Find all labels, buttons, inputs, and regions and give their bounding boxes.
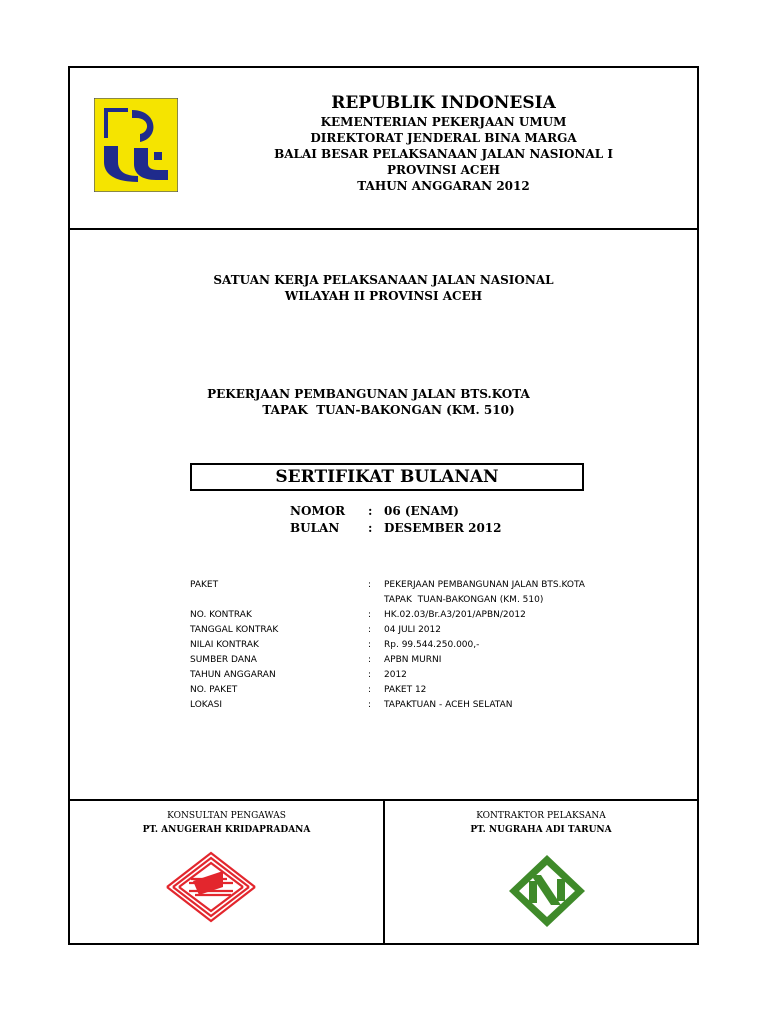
fiscal-year-line: TAHUN ANGGARAN 2012 [357,179,530,193]
certificate-title: SERTIFIKAT BULANAN [190,463,584,491]
detail-label: TAHUN ANGGARAN [190,670,276,680]
directorate-line: DIREKTORAT JENDERAL BINA MARGA [310,131,577,145]
detail-value: HK.02.03/Br.A3/201/APBN/2012 [384,610,526,620]
separator: : [368,700,372,710]
ministry-line: KEMENTERIAN PEKERJAAN UMUM [320,115,567,129]
project-line-2: TAPAK TUAN-BAKONGAN (KM. 510) [262,403,515,417]
detail-row-paket [190,578,634,608]
detail-label: NO. KONTRAK [190,610,252,620]
nugraha-logo-icon [507,853,587,929]
detail-row-no-paket [190,683,634,698]
satker-line-2: WILAYAH II PROVINSI ACEH [284,289,483,303]
detail-label: LOKASI [190,700,223,710]
consultant-role: KONSULTAN PENGAWAS [167,811,286,821]
consultant-block [70,809,383,837]
province-line: PROVINSI ACEH [387,163,500,177]
detail-value: 2012 [384,670,407,680]
satker-block [70,272,697,304]
detail-row-tahun-anggaran [190,668,634,683]
consultant-company: PT. ANUGERAH KRIDAPRADANA [142,825,311,835]
separator: : [368,640,372,650]
paket-value-line-2: TAPAK TUAN-BAKONGAN (KM. 510) [384,595,544,605]
country-title: REPUBLIK INDONESIA [331,93,556,113]
separator: : [368,625,372,635]
contractor-company: PT. NUGRAHA ADI TARUNA [470,825,612,835]
separator: : [368,655,372,665]
separator: : [368,504,373,518]
detail-value [384,578,634,608]
balai-line: BALAI BESAR PELAKSANAAN JALAN NASIONAL I [274,147,613,161]
certificate-frame [68,66,699,945]
bulan-label: BULAN [290,521,340,535]
bulan-value: DESEMBER 2012 [384,521,502,535]
separator: : [368,610,372,620]
detail-row-tanggal-kontrak [190,623,634,638]
contractor-role: KONTRAKTOR PELAKSANA [476,811,606,821]
detail-value: TAPAKTUAN - ACEH SELATAN [384,700,513,710]
project-line-1: PEKERJAAN PEMBANGUNAN JALAN BTS.KOTA [207,387,530,401]
separator: : [368,685,372,695]
detail-row-no-kontrak [190,608,634,623]
pu-ministry-logo-icon [94,98,178,192]
detail-row-lokasi [190,698,634,713]
paket-value-line-1: PEKERJAAN PEMBANGUNAN JALAN BTS.KOTA [384,580,585,590]
detail-label: SUMBER DANA [190,655,257,665]
nomor-value: 06 (ENAM) [384,504,459,518]
detail-value: PAKET 12 [384,685,427,695]
footer-section [70,799,697,945]
detail-value: APBN MURNI [384,655,442,665]
details-table [190,578,634,713]
detail-label: PAKET [190,580,219,590]
nomor-row [290,504,502,521]
detail-label: TANGGAL KONTRAK [190,625,279,635]
satker-line-1: SATUAN KERJA PELAKSANAAN JALAN NASIONAL [213,273,554,287]
contractor-block [385,809,697,837]
detail-value: 04 JULI 2012 [384,625,441,635]
separator: : [368,670,372,680]
number-month-block [290,504,502,538]
detail-row-sumber-dana [190,653,634,668]
separator: : [368,521,373,535]
detail-row-nilai-kontrak [190,638,634,653]
kridapradana-logo-icon [163,849,259,925]
header-section [70,68,697,230]
detail-label: NO. PAKET [190,685,238,695]
main-section [70,228,697,801]
project-block [70,386,697,418]
bulan-row [290,521,502,538]
detail-value: Rp. 99.544.250.000,- [384,640,480,650]
nomor-label: NOMOR [290,504,346,518]
separator: : [368,580,372,590]
detail-label: NILAI KONTRAK [190,640,259,650]
